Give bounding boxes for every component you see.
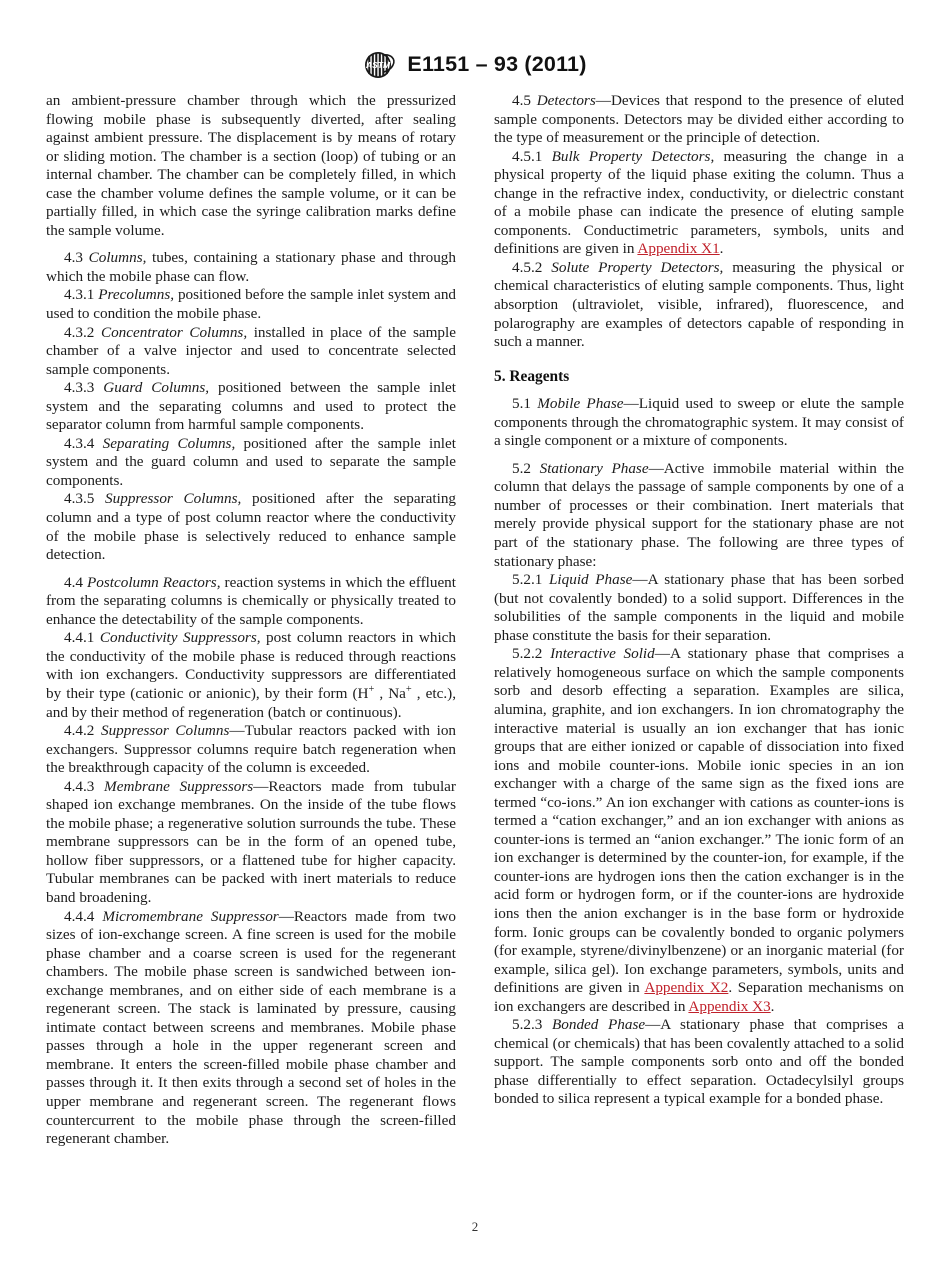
clause-number: 4.4.4: [64, 907, 95, 925]
clause-number: 4.5: [512, 92, 531, 109]
paragraph-4-3-5-suppressor-columns: [46, 490, 456, 564]
paragraph-4-5-1-bulk-property-detectors: [494, 148, 904, 259]
paragraph-text: positioned after the sample inlet system and the guard column and used to separate the sample components.: [46, 434, 456, 489]
paragraph-text: —A stationary phase that comprises a chemical (or chemicals) that has been covalently attached to a solid support. The sample components sorb onto and off the bonded phase differentially to effect separation. Octadecylsilyl groups bonded to silica represent a typical example for a bonded phase.: [494, 1016, 905, 1108]
clause-number: 5.1: [512, 395, 531, 413]
clause-number: 4.4.2: [64, 722, 95, 740]
paragraph-text: measuring the physical or chemical characteristics of eluting sample components. Thus, light absorption (ultraviolet, visible, infrared), fluorescence, and polarography are examples of detectors capable of responding in such a manner.: [494, 258, 904, 351]
clause-number: 4.4: [64, 573, 83, 591]
clause-number: 4.3: [64, 249, 83, 267]
paragraph-text: , Na: [374, 684, 406, 702]
paragraph-text: —Devices that respond to the presence of eluted sample components. Detectors may be divided either according to the type of measurement or the principle of detection.: [494, 92, 904, 147]
paragraph-4-4-postcolumn-reactors: [46, 574, 456, 630]
page-header: [0, 44, 950, 84]
right-column: [494, 92, 904, 1149]
paragraph-4-3-2-concentrator-columns: [46, 324, 456, 380]
paragraph-text: positioned before the sample inlet system and used to condition the mobile phase.: [46, 286, 457, 323]
paragraph-text: positioned after the separating column and a type of post column reactor where the conductivity of the mobile phase is selectively reduced to enhance sample detection.: [46, 490, 457, 564]
clause-term: Columns,: [88, 249, 147, 267]
paragraph-4-4-3-membrane-suppressors: [46, 778, 456, 908]
paragraph-continuation-sample-chamber: [46, 92, 456, 240]
clause-number: 4.5.1: [512, 147, 543, 165]
paragraph-text: —Tubular reactors packed with ion exchangers. Suppressor columns require batch regeneration when the breakthrough capacity of the column is exceeded.: [46, 722, 457, 777]
clause-term: Postcolumn Reactors,: [87, 573, 221, 591]
paragraph-4-3-3-guard-columns: [46, 379, 456, 435]
clause-term: Guard Columns,: [103, 379, 210, 397]
clause-term: Micromembrane Suppressor: [102, 907, 279, 925]
paragraph-text: —Reactors made from tubular shaped ion exchange membranes. On the inside of the tube flows the mobile phase; a regenerative solution surrounds the tube. These membrane suppressors can be in the form of an opened tube, hollow fiber suppressors, or a flattened tube for higher capacity. Tubular membranes can be packed with inert materials to reduce band broadening.: [46, 777, 456, 906]
paragraph-text: .: [770, 997, 775, 1015]
cross-reference-appendix-x2[interactable]: Appendix X2: [644, 979, 729, 997]
clause-term: Suppressor Columns,: [105, 490, 242, 508]
clause-number: 4.3.5: [64, 490, 95, 508]
clause-number: 4.3.3: [64, 379, 95, 397]
paragraph-4-4-2-suppressor-columns: [46, 722, 456, 778]
clause-term: Concentrator Columns,: [100, 323, 248, 341]
astm-logo-icon: [363, 50, 397, 80]
paragraph-text: post column reactors in which the conductivity of the mobile phase is reduced through reactions with ion exchangers. Conductivity suppressors are differentiated by their type (cationic or anionic), by their form (H: [46, 629, 456, 702]
paragraph-5-2-3-bonded-phase: [494, 1016, 904, 1109]
clause-number: 4.3.1: [64, 286, 95, 304]
clause-term: Stationary Phase: [539, 459, 649, 477]
paragraph-4-4-1-conductivity-suppressors: [46, 629, 456, 722]
paragraph-text: —A stationary phase that has been sorbed (but not covalently bonded) to a solid support. Differences in the solubilities of the sample components in the liquid and mobile phase constitute the basis for their separation.: [494, 571, 904, 644]
paragraph-text: , etc.), and by their method of regeneration (batch or continuous).: [46, 684, 456, 721]
paragraph-text: —Reactors made from two sizes of ion-exchange screen. A fine screen is used for the mobile phase chamber and a coarse screen is used for the regenerant chambers. The mobile phase screen is sandwiched between ion-exchange membranes, and on either side of each membrane is a regenerant screen. The stack is laminated by pressure, causing intimate contact between screens and membranes. Mobile phase passes through a hole in the upper regenerant screen and membrane. It enters the screen-filled mobile phase chamber and passes through it. It then exits through a second set of holes in the upper membrane and regenerant screen. The regenerant flows countercurrent to the mobile phase through the screen-filled regenerant chamber.: [46, 907, 457, 1148]
paragraph-4-5-detectors: [494, 92, 904, 148]
clause-number: 5.2.2: [512, 645, 543, 663]
paragraph-4-3-columns: [46, 249, 456, 286]
clause-number: 4.5.2: [512, 258, 543, 276]
paragraph-text: . Separation mechanisms on ion exchangers are described in: [494, 979, 904, 1015]
paragraph-4-3-4-separating-columns: [46, 435, 456, 491]
paragraph-text: positioned between the sample inlet system and the separating columns and used to protect the separator column from harmful sample components.: [46, 379, 456, 434]
paragraph-text: —Active immobile material within the column that delays the passage of sample components by one of a number of processes or their combination. Inert materials that merely provide physical support for the stationary phase are not part of the stationary phase. The following are three types of stationary phase:: [494, 459, 904, 570]
document-designation: E1151 – 93 (2011): [407, 51, 587, 76]
paragraph-4-5-2-solute-property-detectors: [494, 259, 904, 352]
superscript-charge-hydrogen: +: [368, 683, 375, 695]
paragraph-4-3-1-precolumns: [46, 286, 456, 323]
svg-text:ASTM: ASTM: [366, 60, 391, 70]
clause-term: Bulk Property Detectors,: [551, 147, 715, 165]
clause-number: 5.2: [512, 459, 531, 477]
clause-number: 5.2.1: [512, 571, 543, 589]
cross-reference-appendix-x3[interactable]: Appendix X3: [688, 997, 771, 1015]
paragraph-text: tubes, containing a stationary phase and through which the mobile phase can flow.: [46, 249, 456, 285]
clause-number: 4.3.2: [64, 323, 95, 341]
paragraph-text: —A stationary phase that comprises a relatively homogeneous surface on which the sample components sorb and desorb effecting a separation. Examples are silica, alumina, graphite, and ion exchangers. In ion chromatography the interactive material is usually an ion exchanger that has ionic groups that are either ionized or capable of dissociation into fixed ions and mobile counter-ions. Mobile ionic species in an ion exchanger with a charge of the same sign as the fixed ions are termed “co-ions.” An ion exchanger with cations as counter-ions is termed a “cation exchanger,” and an ion exchanger with anions as counter-ions is termed an “anion exchanger.” The ionic form of an ion exchanger is determined by the counter-ion, for example, if the counter-ions are hydrogen ions then the cation exchanger is in the acid form or hydrogen form, or if the counter-ions are hydroxide ions then the anion exchanger is in the base form or hydroxide form. Ionic groups can be covalently bonded to organic polymers (for example, styrene/divinylbenzene) or an inorganic material (for example, silica gel). Ion exchange parameters, symbols, units and definitions are given in: [494, 645, 905, 997]
cross-reference-appendix-x1[interactable]: Appendix X1: [637, 240, 720, 258]
clause-term: Precolumns,: [98, 286, 175, 304]
paragraph-text: measuring the change in a physical property of the liquid phase exiting the column. Thus a change in the refractive index, conductivity, or dielectric constant of a mobile phase can indicate the presence of eluting sample components. Conductimetric parameters, symbols, units and definitions are given in: [494, 147, 904, 258]
superscript-charge-sodium: +: [405, 683, 412, 695]
clause-term: Conductivity Suppressors,: [99, 629, 261, 647]
clause-number: 4.4.3: [64, 777, 95, 795]
left-column: [46, 92, 456, 1149]
page-number: 2: [471, 1219, 479, 1234]
paragraph-text: reaction systems in which the effluent from the separating columns is chemically or physically treated to enhance the detectability of the sample components.: [46, 573, 457, 628]
two-column-body: [46, 92, 904, 1149]
clause-term: Solute Property Detectors,: [551, 258, 724, 276]
clause-term: Membrane Suppressors: [104, 777, 254, 795]
clause-term: Suppressor Columns: [100, 722, 230, 740]
paragraph-text: installed in place of the sample chamber of a valve injector and used to concentrate selected sample components.: [46, 323, 456, 378]
paragraph-5-2-1-liquid-phase: [494, 571, 904, 645]
paragraph-5-2-2-interactive-solid: [494, 645, 904, 1016]
clause-number: 4.3.4: [64, 434, 95, 452]
paragraph-5-1-mobile-phase: [494, 395, 904, 451]
paragraph-4-4-4-micromembrane-suppressor: [46, 908, 456, 1149]
clause-term: Mobile Phase: [537, 395, 624, 413]
clause-term: Bonded Phase: [551, 1016, 646, 1034]
clause-number: 5.2.3: [512, 1016, 543, 1034]
clause-number: 4.4.1: [64, 629, 95, 647]
page-footer: [0, 1218, 950, 1236]
clause-term: Separating Columns,: [102, 434, 236, 452]
clause-term: Detectors: [536, 92, 596, 109]
paragraph-text: .: [719, 240, 724, 258]
paragraph-5-2-stationary-phase: [494, 460, 904, 571]
section-heading-reagents: 5. Reagents: [494, 367, 570, 385]
clause-term: Interactive Solid: [550, 645, 655, 663]
paragraph-text: an ambient-pressure chamber through which the pressurized flowing mobile phase is subsequently diverted, after sealing against ambient pressure. The displacement is by means of rotary or sliding motion. The chamber is a section (loop) of tubing or an internal chamber. The chamber can be completely filled, in which case the chamber volume defines the sample volume, or it can be partially filled, in which case the syringe calibration marks define the sample volume.: [46, 92, 456, 239]
clause-term: Liquid Phase: [548, 571, 633, 589]
paragraph-text: —Liquid used to sweep or elute the sample components through the chromatographic system. It may consist of a single component or a mixture of components.: [494, 395, 905, 450]
